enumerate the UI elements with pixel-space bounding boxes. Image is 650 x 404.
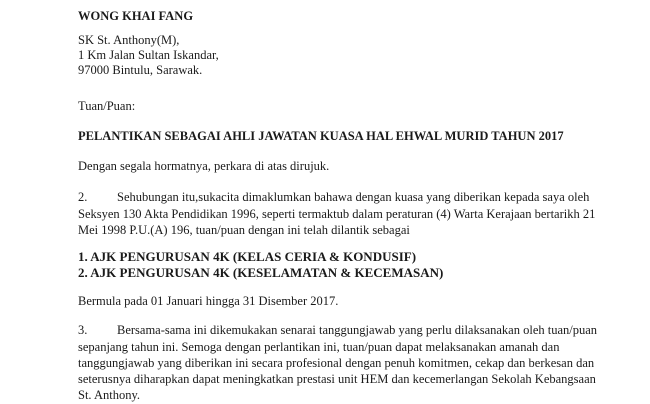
para3-line-1: Bersama-sama ini dikemukakan senarai tanggungjawab yang perlu dilaksanakan oleh tuan/puan — [117, 323, 598, 337]
para3-line-3: tanggungjawab yang diberikan ini secara profesional dengan penuh komitmen, cekap dan berkesan dan — [78, 356, 595, 370]
address-line-1: SK St. Anthony(M), — [78, 33, 180, 47]
para3-line-4: seterusnya diharapkan dapat meningkatkan prestasi unit HEM dan kecemerlangan Sekolah Kebangsaan — [78, 372, 596, 386]
salutation: Tuan/Puan: — [78, 99, 136, 113]
para3-line-2: sepanjang tahun ini. Semoga dengan perlantikan ini, tuan/puan dapat melaksanakan amanah dan — [78, 340, 560, 354]
address-line-2: 1 Km Jalan Sultan Iskandar, — [78, 48, 219, 62]
opening-line: Dengan segala hormatnya, perkara di atas dirujuk. — [78, 159, 330, 173]
para2-line-3: Mei 1998 P.U.(A) 196, tuan/puan dengan ini telah dilantik sebagai — [78, 223, 410, 237]
appointment-item-1: 1. AJK PENGURUSAN 4K (KELAS CERIA & KONDUSIF) — [78, 249, 417, 264]
subject-heading: PELANTIKAN SEBAGAI AHLI JAWATAN KUASA HAL EHWAL MURID TAHUN 2017 — [78, 129, 564, 143]
period-line: Bermula pada 01 Januari hingga 31 Disember 2017. — [78, 294, 339, 308]
para3-line-5: St. Anthony. — [78, 388, 141, 402]
address-line-3: 97000 Bintulu, Sarawak. — [78, 63, 203, 77]
recipient-name: WONG KHAI FANG — [78, 9, 194, 23]
para2-line-1: Sehubungan itu,sukacita dimaklumkan bahawa dengan kuasa yang diberikan kepada saya oleh — [117, 190, 590, 204]
appointment-item-2: 2. AJK PENGURUSAN 4K (KESELAMATAN & KECEMASAN) — [78, 265, 444, 280]
para3-number: 3. — [78, 323, 88, 337]
para2-line-2: Seksyen 130 Akta Pendidikan 1996, seperti termaktub dalam peraturan (4) Warta Kerajaan bertarikh 21 — [78, 207, 596, 221]
para2-number: 2. — [78, 190, 88, 204]
